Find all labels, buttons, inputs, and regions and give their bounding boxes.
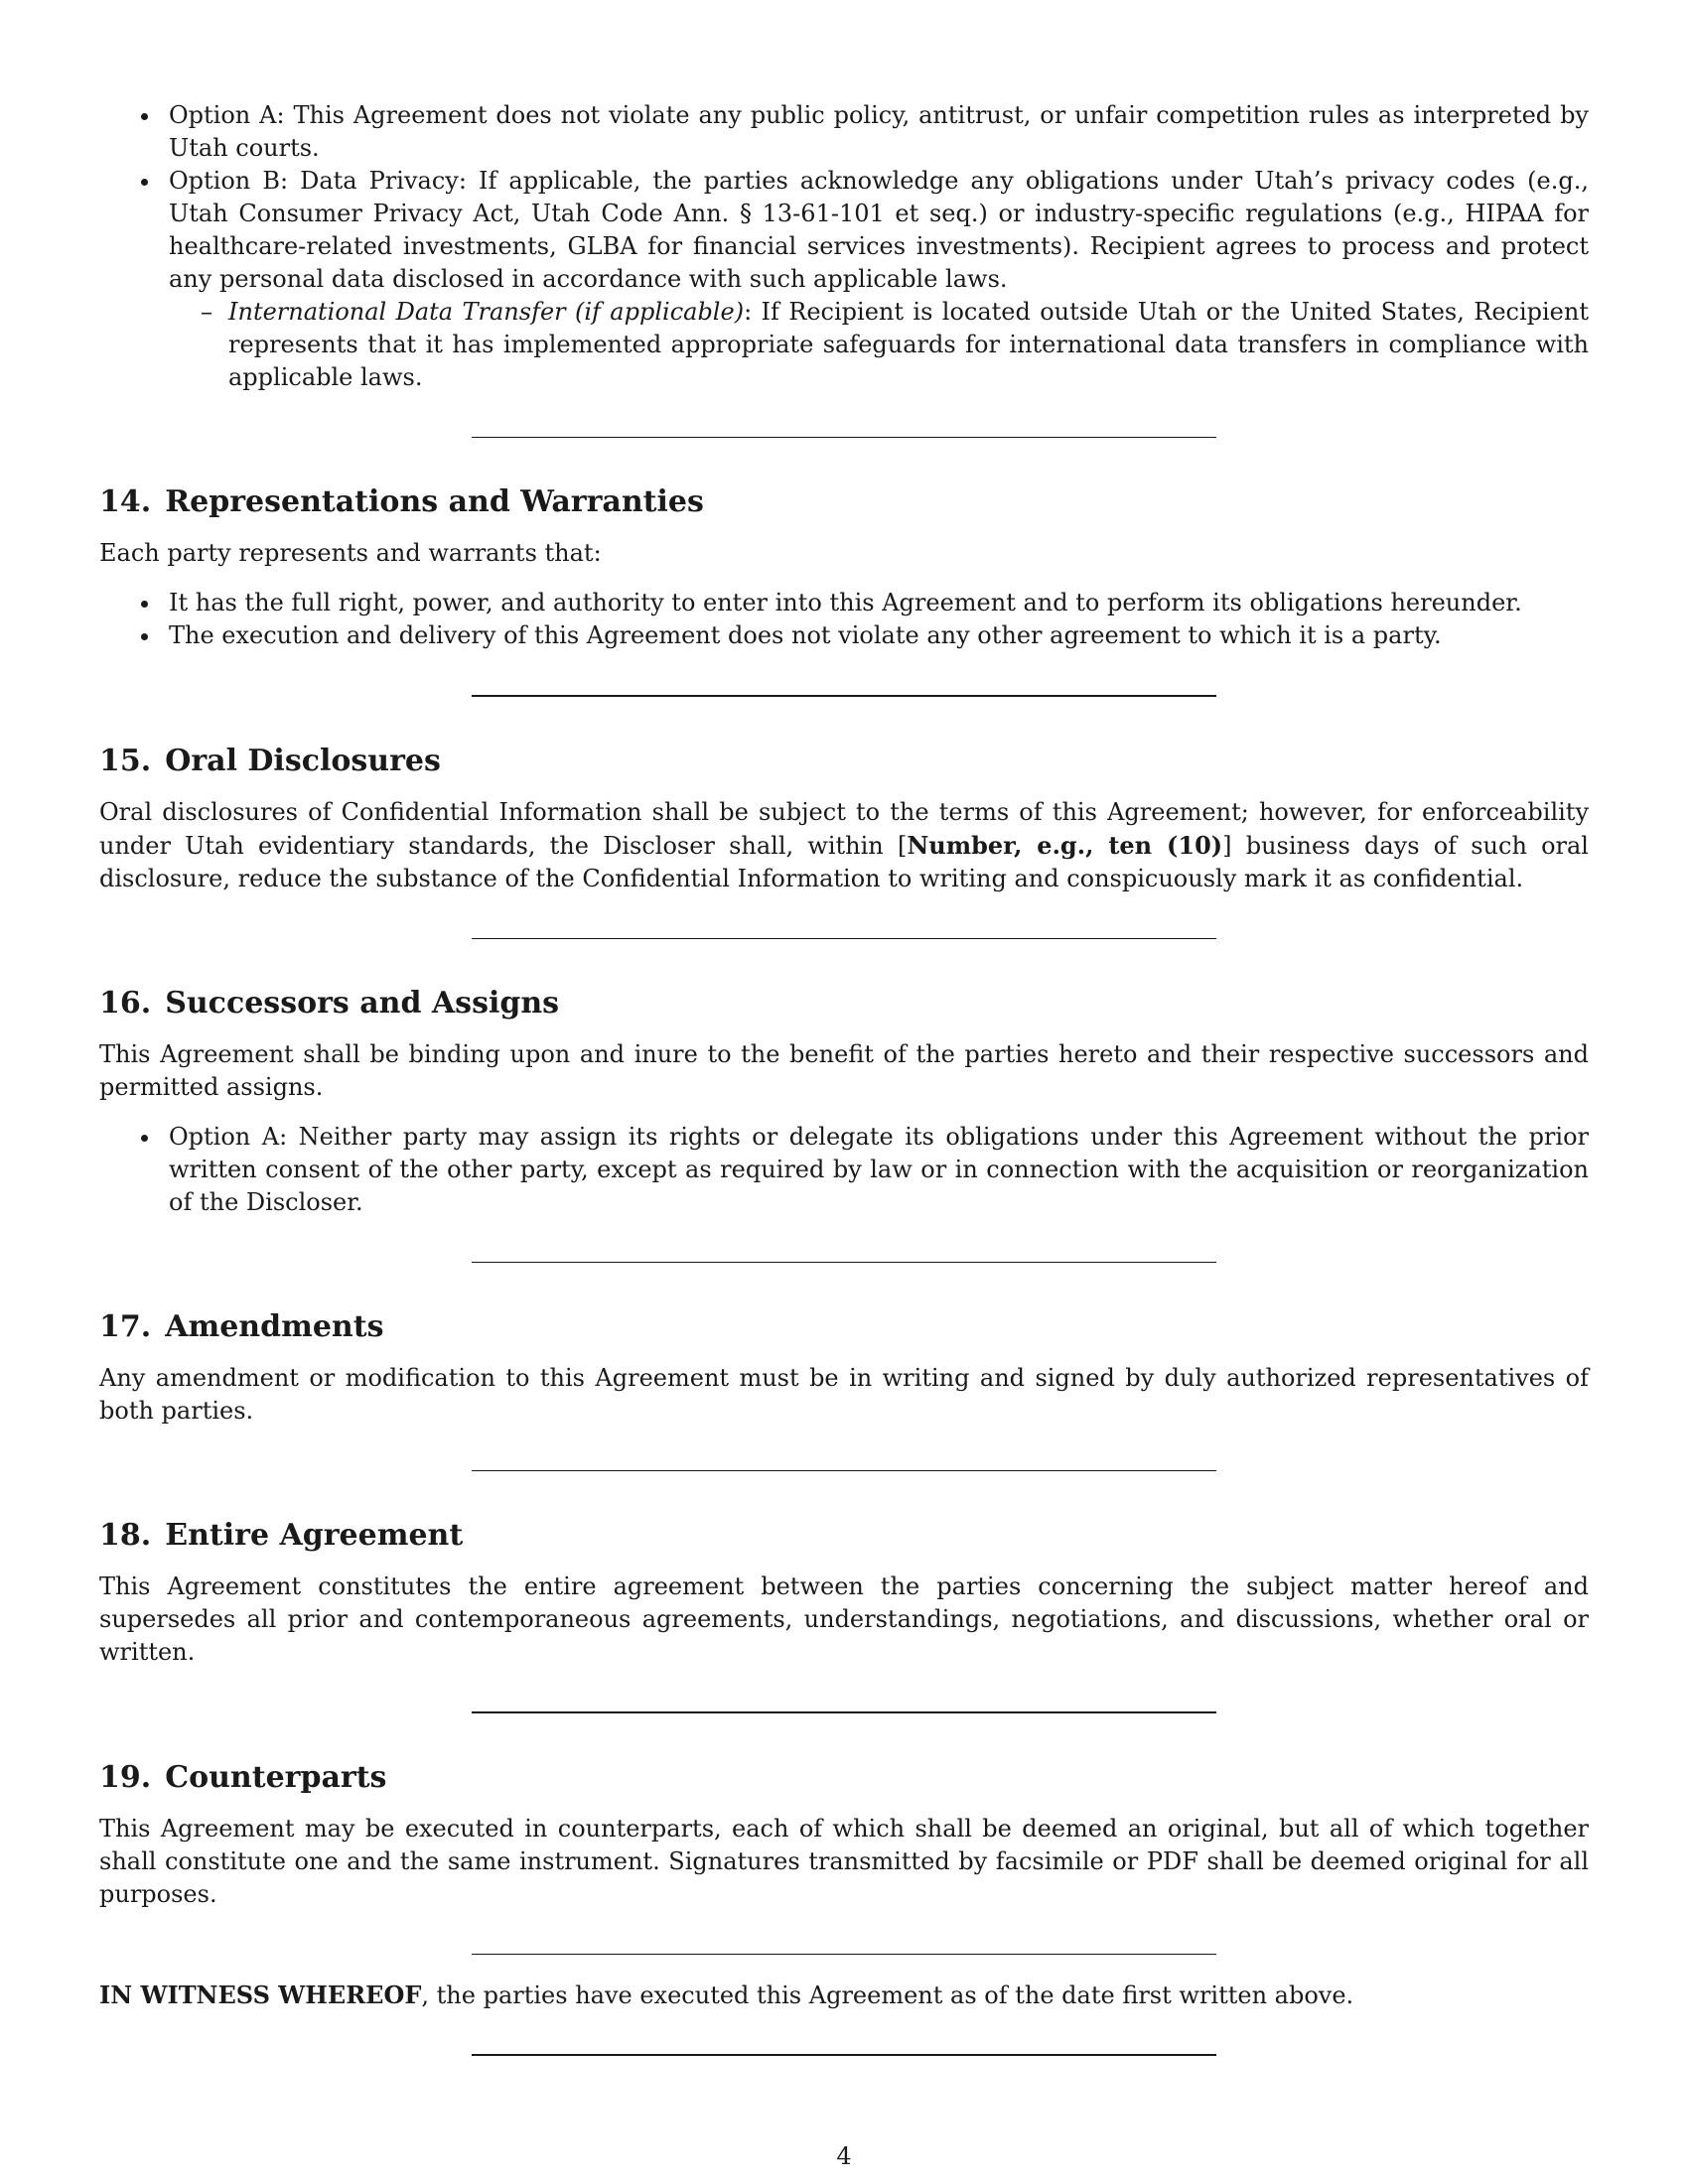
section-15-title: Oral Disclosures [165,744,441,778]
section-15-text [99,796,1589,895]
section-16-list [99,1121,1589,1219]
section-15-text-end: ] business days of such oral disclosure, reduce the substance of the Confidential Information to writing and conspicuously mark it as confidential. [99,832,1589,892]
document-page [99,99,1589,2056]
witness-text: , the parties have executed this Agreement as of the date first written above. [421,1981,1354,2009]
sec13-option-a: Option A: This Agreement does not violate any public policy, antitrust, or unfair competition rules as interpreted by Utah courts. [99,99,1589,165]
section-divider [472,1711,1216,1713]
section-18-heading [99,1517,1589,1555]
section-divider [472,2054,1216,2056]
witness-statement [99,1979,1589,2012]
section-19-heading [99,1759,1589,1797]
section-17-text: Any amendment or modification to this Agreement must be in writing and signed by duly authorized representatives of both parties. [99,1364,1589,1425]
section-16-option-a: Option A: Neither party may assign its rights or delegate its obligations under this Agreement without the prior written consent of the other party, except as required by law or in connection with the acquisition or reorganization of the Discloser. [99,1121,1589,1219]
page-number: 4 [836,2142,852,2170]
witness-heading: IN WITNESS WHEREOF [99,1980,422,2009]
section-16-title: Successors and Assigns [165,986,560,1021]
section-14-bullet-2: The execution and delivery of this Agreement does not violate any other agreement to which it is a party. [99,619,1589,652]
section-17-number: 17. [99,1309,152,1344]
section-19-title: Counterparts [165,1760,387,1795]
sec13-sub-title: International Data Transfer (if applicable) [228,298,745,326]
section-14-bullet-1: It has the full right, power, and authority to enter into this Agreement and to perform its obligations hereunder. [99,587,1589,619]
sec13-sub-item [99,296,1589,394]
section-divider [472,1470,1216,1471]
sec13-options-list [99,99,1589,394]
section-18-text: This Agreement constitutes the entire agreement between the parties concerning the subject matter hereof and supersedes all prior and contemporaneous agreements, understandings, negotiations, and discussions, whether oral or written. [99,1572,1589,1666]
section-14-title: Representations and Warranties [165,484,704,519]
section-17-title: Amendments [165,1309,384,1344]
section-16-heading [99,985,1589,1023]
dash-marker: – [201,298,212,326]
section-divider [472,938,1216,939]
section-divider [472,437,1216,438]
sec13-sub-text: : If Recipient is located outside Utah or the United States, Recipient represents that it has implemented appropriate safeguards for international data transfers in compliance with applicable laws. [228,298,1589,391]
section-15-placeholder: Number, e.g., ten (10) [907,831,1223,860]
section-18-title: Entire Agreement [165,1518,464,1553]
section-15-text-start: Oral disclosures of Confidential Information shall be subject to the terms of this Agreement; however, for enforceability under Utah evidentiary standards, the Discloser shall, within [ [99,798,1589,860]
section-16-text: This Agreement shall be binding upon and inure to the benefit of the parties hereto and their respective successors and permitted assigns. [99,1040,1589,1101]
section-divider [472,695,1216,697]
section-15-number: 15. [99,744,152,778]
section-divider [472,1954,1216,1955]
section-divider [472,1262,1216,1263]
section-16-number: 16. [99,986,152,1021]
section-14-heading [99,483,1589,521]
section-17-heading [99,1308,1589,1346]
sec13-option-b: Option B: Data Privacy: If applicable, the parties acknowledge any obligations under Utah’s privacy codes (e.g., Utah Consumer Privacy Act, Utah Code Ann. § 13-61-101 et seq.) or industry-specific regulations (e.g., HIPAA for healthcare-related investments, GLBA for financial services investments). Recipient agrees to process and protect any personal data disclosed in accordance with such applicable laws. [99,165,1589,296]
section-14-intro: Each party represents and warrants that: [99,539,602,567]
section-18-number: 18. [99,1518,152,1553]
section-14-number: 14. [99,484,152,519]
section-14-list [99,587,1589,652]
section-19-text: This Agreement may be executed in counterparts, each of which shall be deemed an original, but all of which together shall constitute one and the same instrument. Signatures transmitted by facsimile or PDF shall be deemed original for all purposes. [99,1815,1589,1908]
section-19-number: 19. [99,1760,152,1795]
section-15-heading [99,743,1589,780]
